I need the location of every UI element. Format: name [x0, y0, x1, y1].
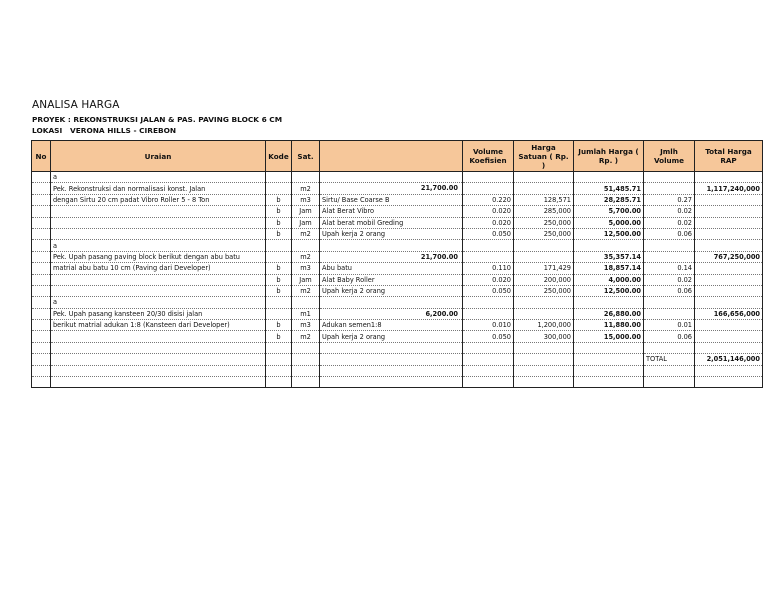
- cell-harga: [514, 365, 574, 376]
- cell-sat: m2: [292, 285, 320, 296]
- cell-vol: [463, 183, 514, 194]
- col-header-no: No: [32, 141, 51, 172]
- cell-kode: [266, 354, 292, 365]
- cell-jvol: [644, 365, 695, 376]
- cell-uraian: [51, 342, 266, 353]
- cell-harga: 250,000: [514, 217, 574, 228]
- table-row: [32, 263, 763, 274]
- table-row: [32, 172, 763, 183]
- cell-vol: [463, 354, 514, 365]
- cell-desc-text: Sirtu/ Base Coarse B: [322, 195, 390, 204]
- table-row: [32, 183, 763, 194]
- table-row: [32, 365, 763, 376]
- cell-desc: [320, 217, 463, 228]
- table-row: [32, 320, 763, 331]
- cell-jumlah: 5,700.00: [574, 206, 644, 217]
- cell-vol: 0.110: [463, 263, 514, 274]
- cell-vol: [463, 172, 514, 183]
- cell-jvol: 0.06: [644, 285, 695, 296]
- cell-desc: [320, 240, 463, 251]
- cell-jumlah: 11,880.00: [574, 320, 644, 331]
- cell-sat: m1: [292, 308, 320, 319]
- cell-kode: [266, 377, 292, 388]
- cell-no: [32, 297, 51, 308]
- cell-desc: [320, 377, 463, 388]
- cell-harga: [514, 377, 574, 388]
- cell-harga: 200,000: [514, 274, 574, 285]
- cell-vol: [463, 342, 514, 353]
- cell-desc: [320, 354, 463, 365]
- cell-sat: m2: [292, 251, 320, 262]
- cell-total: 767,250,000: [695, 251, 763, 262]
- table-row: [32, 206, 763, 217]
- cell-jvol: [644, 342, 695, 353]
- cell-vol: [463, 297, 514, 308]
- cell-sat: [292, 342, 320, 353]
- cell-jvol: 0.06: [644, 228, 695, 239]
- cell-total: 166,656,000: [695, 308, 763, 319]
- cell-harga: 1,200,000: [514, 320, 574, 331]
- cell-uraian: [51, 365, 266, 376]
- cell-vol: 0.050: [463, 331, 514, 342]
- cell-harga: [514, 172, 574, 183]
- cell-total: [695, 228, 763, 239]
- cell-harga: 250,000: [514, 285, 574, 296]
- cell-total: [695, 377, 763, 388]
- cell-jumlah: [574, 297, 644, 308]
- cell-sat: Jam: [292, 206, 320, 217]
- price-analysis-table: [31, 140, 763, 388]
- cell-desc-text: Alat Baby Roller: [322, 275, 375, 284]
- cell-quantity: 6,200.00: [425, 309, 458, 318]
- cell-desc-text: Alat Berat Vibro: [322, 207, 375, 216]
- cell-kode: [266, 251, 292, 262]
- cell-uraian: [51, 354, 266, 365]
- cell-vol: [463, 240, 514, 251]
- cell-kode: b: [266, 331, 292, 342]
- cell-desc: [320, 251, 463, 262]
- cell-jumlah: 26,880.00: [574, 308, 644, 319]
- table-header-row: [32, 141, 763, 172]
- cell-harga: [514, 354, 574, 365]
- project-label: PROYEK: [32, 115, 66, 124]
- cell-harga: [514, 297, 574, 308]
- cell-no: [32, 263, 51, 274]
- cell-sat: m2: [292, 183, 320, 194]
- cell-kode: [266, 365, 292, 376]
- cell-vol: 0.020: [463, 274, 514, 285]
- cell-desc-text: Abu batu: [322, 264, 352, 273]
- cell-jumlah: 18,857.14: [574, 263, 644, 274]
- cell-jumlah: 15,000.00: [574, 331, 644, 342]
- cell-kode: b: [266, 206, 292, 217]
- cell-harga: 285,000: [514, 206, 574, 217]
- cell-uraian: a: [51, 172, 266, 183]
- col-header-total: Total Harga RAP: [695, 141, 763, 172]
- cell-harga: [514, 342, 574, 353]
- cell-uraian: [51, 228, 266, 239]
- cell-jumlah: [574, 354, 644, 365]
- cell-sat: m3: [292, 194, 320, 205]
- cell-jumlah: [574, 365, 644, 376]
- cell-kode: b: [266, 285, 292, 296]
- cell-no: [32, 251, 51, 262]
- cell-total: [695, 240, 763, 251]
- cell-no: [32, 240, 51, 251]
- table-row: [32, 217, 763, 228]
- col-header-volume: Volume Koefisien: [463, 141, 514, 172]
- cell-vol: 0.020: [463, 206, 514, 217]
- cell-vol: 0.050: [463, 228, 514, 239]
- cell-desc: [320, 297, 463, 308]
- col-header-jumlah-harga: Jumlah Harga ( Rp. ): [574, 141, 644, 172]
- cell-no: [32, 354, 51, 365]
- cell-sat: m3: [292, 263, 320, 274]
- cell-jvol: 0.01: [644, 320, 695, 331]
- table-row: [32, 240, 763, 251]
- cell-no: [32, 206, 51, 217]
- cell-no: [32, 194, 51, 205]
- cell-vol: 0.050: [463, 285, 514, 296]
- cell-desc-text: Upah kerja 2 orang: [322, 287, 386, 296]
- cell-desc: [320, 342, 463, 353]
- cell-jumlah: [574, 240, 644, 251]
- cell-jvol: [644, 377, 695, 388]
- cell-desc: [320, 331, 463, 342]
- cell-total: [695, 297, 763, 308]
- cell-uraian: berikut matrial adukan 1:8 (Kansteen dari Developer): [51, 320, 266, 331]
- cell-desc: [320, 263, 463, 274]
- cell-jvol: 0.02: [644, 206, 695, 217]
- cell-kode: b: [266, 263, 292, 274]
- cell-sat: m2: [292, 228, 320, 239]
- cell-kode: b: [266, 217, 292, 228]
- cell-jvol: 0.14: [644, 263, 695, 274]
- cell-harga: 250,000: [514, 228, 574, 239]
- cell-sat: [292, 172, 320, 183]
- cell-jumlah: 12,500.00: [574, 228, 644, 239]
- cell-no: [32, 285, 51, 296]
- page-title: ANALISA HARGA: [32, 99, 120, 111]
- cell-uraian: [51, 377, 266, 388]
- cell-no: [32, 377, 51, 388]
- cell-no: [32, 365, 51, 376]
- cell-desc: [320, 320, 463, 331]
- cell-kode: [266, 308, 292, 319]
- cell-desc-text: Upah kerja 2 orang: [322, 230, 386, 239]
- cell-harga: [514, 183, 574, 194]
- cell-total: [695, 217, 763, 228]
- cell-jvol: [644, 240, 695, 251]
- cell-kode: b: [266, 228, 292, 239]
- cell-quantity: 21,700.00: [420, 184, 458, 193]
- table-row: [32, 228, 763, 239]
- cell-jumlah: 35,357.14: [574, 251, 644, 262]
- cell-sat: [292, 377, 320, 388]
- cell-total: [695, 331, 763, 342]
- cell-jvol: [644, 308, 695, 319]
- table-row: [32, 274, 763, 285]
- cell-desc: [320, 285, 463, 296]
- col-header-kode: Kode: [266, 141, 292, 172]
- cell-jumlah: [574, 342, 644, 353]
- cell-desc: [320, 172, 463, 183]
- cell-vol: 0.020: [463, 217, 514, 228]
- table-row: [32, 377, 763, 388]
- cell-uraian: Pek. Upah pasang paving block berikut dengan abu batu: [51, 251, 266, 262]
- table-row: [32, 194, 763, 205]
- cell-harga: [514, 251, 574, 262]
- cell-jumlah: [574, 377, 644, 388]
- col-header-harga-satuan: Harga Satuan ( Rp. ): [514, 141, 574, 172]
- cell-desc: [320, 183, 463, 194]
- cell-kode: [266, 183, 292, 194]
- cell-jumlah: 5,000.00: [574, 217, 644, 228]
- cell-desc-text: Adukan semen1:8: [322, 321, 382, 330]
- cell-total: [695, 342, 763, 353]
- cell-total: [695, 206, 763, 217]
- cell-sat: m3: [292, 320, 320, 331]
- cell-sat: [292, 240, 320, 251]
- cell-no: [32, 331, 51, 342]
- cell-uraian: a: [51, 240, 266, 251]
- cell-harga: 300,000: [514, 331, 574, 342]
- cell-desc: [320, 365, 463, 376]
- cell-sat: [292, 354, 320, 365]
- cell-sat: m2: [292, 331, 320, 342]
- location-line: [32, 126, 176, 135]
- cell-total: [695, 263, 763, 274]
- cell-no: [32, 228, 51, 239]
- cell-uraian: [51, 206, 266, 217]
- cell-uraian: matrial abu batu 10 cm (Paving dari Developer): [51, 263, 266, 274]
- cell-vol: [463, 365, 514, 376]
- cell-uraian: [51, 285, 266, 296]
- cell-total: [695, 194, 763, 205]
- cell-jumlah: 28,285.71: [574, 194, 644, 205]
- cell-harga: 128,571: [514, 194, 574, 205]
- cell-kode: [266, 172, 292, 183]
- cell-kode: [266, 297, 292, 308]
- cell-desc: [320, 228, 463, 239]
- cell-jvol: 0.06: [644, 331, 695, 342]
- cell-desc: [320, 206, 463, 217]
- cell-total: [695, 274, 763, 285]
- cell-uraian: Pek. Rekonstruksi dan normalisasi konst. Jalan: [51, 183, 266, 194]
- cell-no: [32, 308, 51, 319]
- cell-jumlah: 4,000.00: [574, 274, 644, 285]
- cell-uraian: a: [51, 297, 266, 308]
- cell-total: 1,117,240,000: [695, 183, 763, 194]
- table-row: [32, 342, 763, 353]
- cell-desc-text: Alat berat mobil Greding: [322, 218, 404, 227]
- cell-desc: [320, 308, 463, 319]
- col-header-uraian: Uraian: [51, 141, 266, 172]
- col-header-desc: [320, 141, 463, 172]
- cell-sat: Jam: [292, 274, 320, 285]
- table-row: [32, 251, 763, 262]
- cell-sat: Jam: [292, 217, 320, 228]
- cell-no: [32, 342, 51, 353]
- cell-no: [32, 217, 51, 228]
- location-value: VERONA HILLS - CIREBON: [69, 126, 177, 135]
- cell-harga: [514, 308, 574, 319]
- cell-uraian: [51, 217, 266, 228]
- cell-sat: [292, 297, 320, 308]
- cell-jvol: 0.02: [644, 217, 695, 228]
- project-value: : REKONSTRUKSI JALAN & PAS. PAVING BLOCK 6 CM: [67, 115, 283, 124]
- cell-desc-text: Upah kerja 2 orang: [322, 332, 386, 341]
- cell-no: [32, 183, 51, 194]
- cell-no: [32, 172, 51, 183]
- cell-harga: [514, 240, 574, 251]
- cell-kode: [266, 240, 292, 251]
- cell-jumlah: [574, 172, 644, 183]
- cell-desc: [320, 274, 463, 285]
- table-row: [32, 285, 763, 296]
- cell-sat: [292, 365, 320, 376]
- cell-no: [32, 274, 51, 285]
- cell-total: [695, 172, 763, 183]
- cell-total: [695, 320, 763, 331]
- col-header-sat: Sat.: [292, 141, 320, 172]
- cell-jvol: [644, 172, 695, 183]
- cell-harga: 171,429: [514, 263, 574, 274]
- cell-jumlah: 12,500.00: [574, 285, 644, 296]
- table-row: [32, 297, 763, 308]
- cell-uraian: Pek. Upah pasang kansteen 20/30 disisi jalan: [51, 308, 266, 319]
- cell-kode: b: [266, 274, 292, 285]
- cell-no: [32, 320, 51, 331]
- cell-vol: 0.220: [463, 194, 514, 205]
- cell-quantity: 21,700.00: [420, 252, 458, 261]
- cell-kode: [266, 342, 292, 353]
- table-row: [32, 354, 763, 365]
- table-row: [32, 308, 763, 319]
- cell-vol: 0.010: [463, 320, 514, 331]
- col-header-jmlh-volume: Jmlh Volume: [644, 141, 695, 172]
- cell-jvol: [644, 251, 695, 262]
- cell-vol: [463, 377, 514, 388]
- location-label: LOKASI: [32, 126, 63, 135]
- cell-jvol: [644, 297, 695, 308]
- cell-jvol: [644, 183, 695, 194]
- cell-total: 2,051,146,000: [695, 354, 763, 365]
- cell-desc: [320, 194, 463, 205]
- table-body: [32, 172, 763, 388]
- cell-jvol: 0.27: [644, 194, 695, 205]
- cell-uraian: [51, 331, 266, 342]
- table-row: [32, 331, 763, 342]
- cell-vol: [463, 308, 514, 319]
- cell-jumlah: 51,485.71: [574, 183, 644, 194]
- project-line: [32, 115, 282, 124]
- cell-jvol: 0.02: [644, 274, 695, 285]
- cell-jvol: TOTAL: [644, 354, 695, 365]
- cell-vol: [463, 251, 514, 262]
- cell-kode: b: [266, 194, 292, 205]
- cell-uraian: dengan Sirtu 20 cm padat Vibro Roller 5 - 8 Ton: [51, 194, 266, 205]
- cell-total: [695, 285, 763, 296]
- cell-kode: b: [266, 320, 292, 331]
- cell-uraian: [51, 274, 266, 285]
- cell-total: [695, 365, 763, 376]
